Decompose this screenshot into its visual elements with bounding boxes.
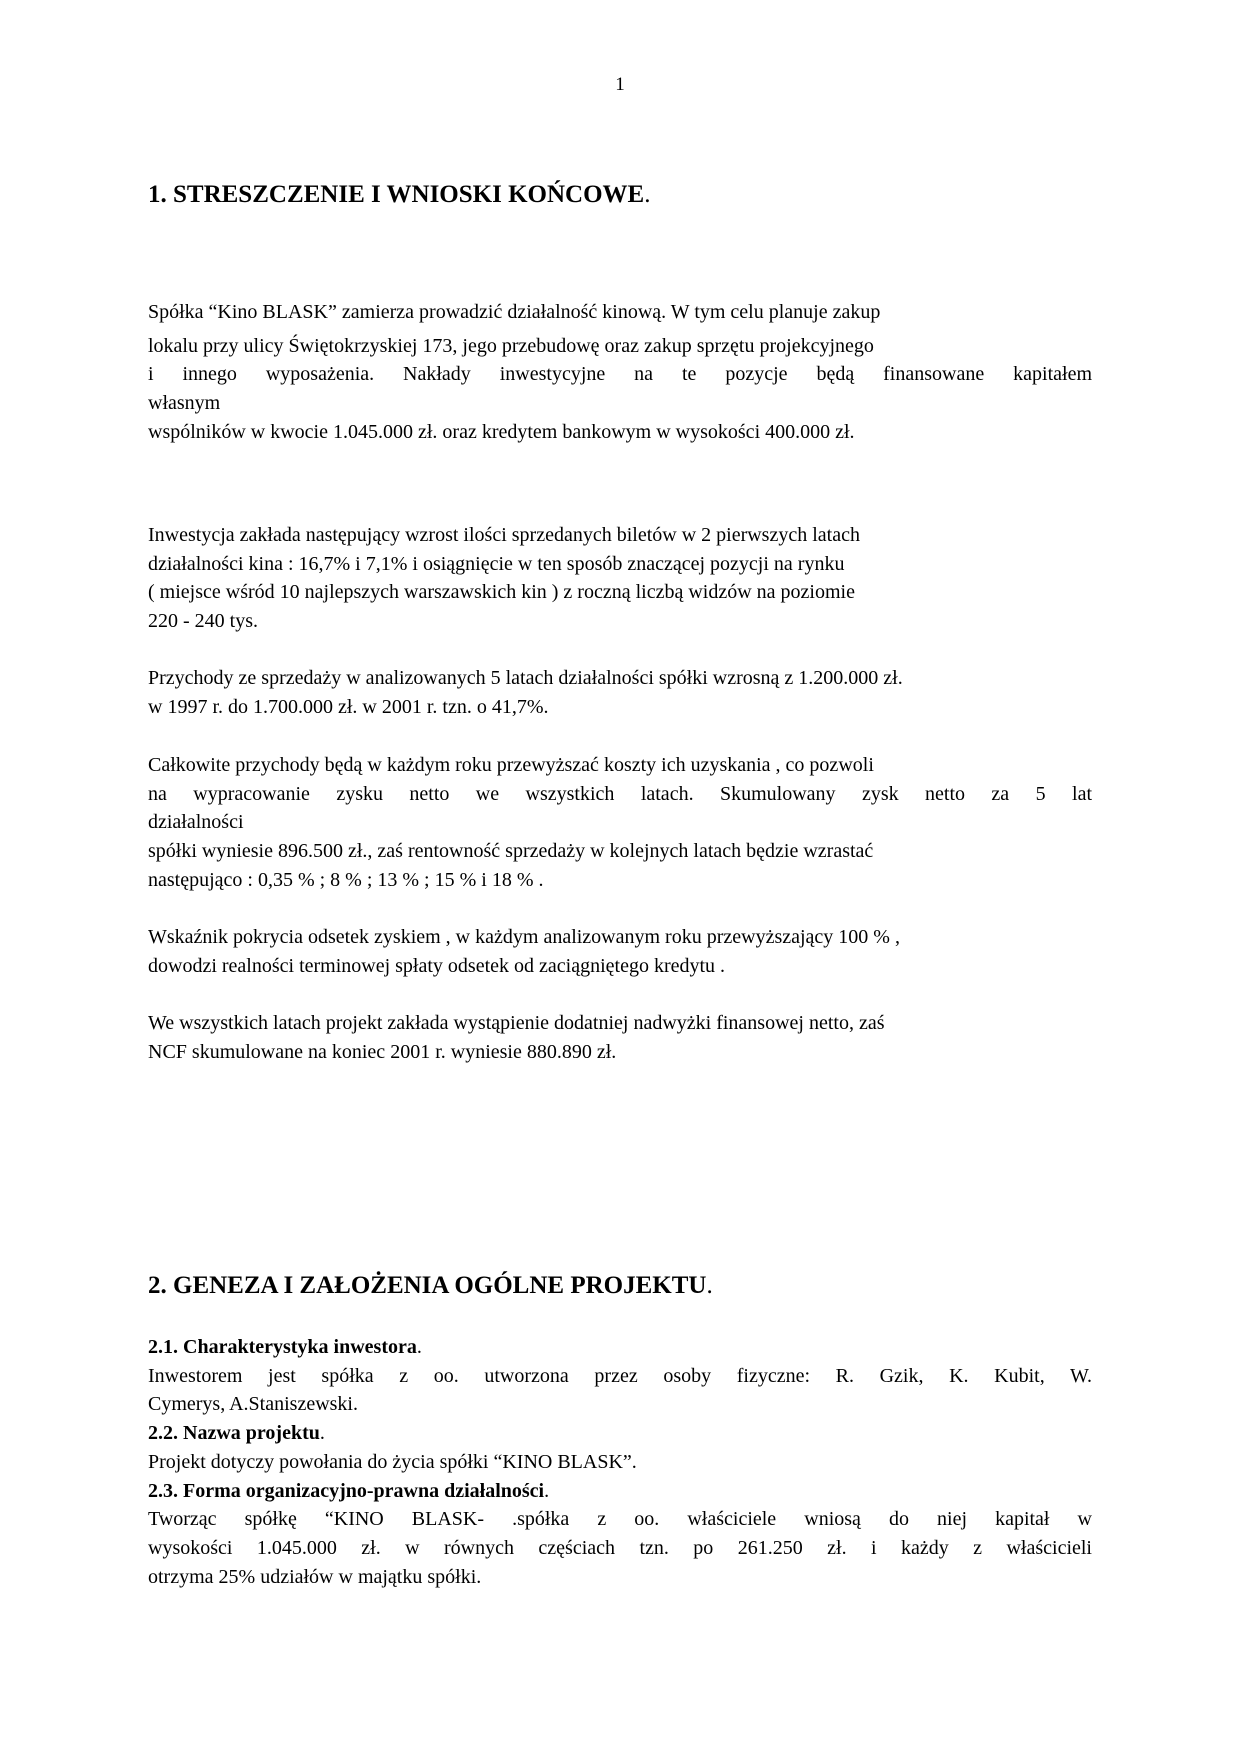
section-2-body [148,1333,1092,1591]
section-2-heading [148,1271,713,1301]
paragraph-line: dowodzi realności terminowej spłaty odsetek od zaciągniętego kredytu . [148,954,726,977]
paragraph-revenue [148,664,1092,721]
paragraph-line: Przychody ze sprzedaży w analizowanych 5 latach działalności spółki wzrosną z 1.200.000 zł. [148,667,903,689]
paragraph-line: otrzyma 25% udziałów w majątku spółki. [148,1565,482,1588]
paragraph-line: spółki wyniesie 896.500 zł., zaś rentowność sprzedaży w kolejnych latach będzie wzrastać [148,840,874,863]
paragraph-line: Projekt dotyczy powołania do życia spółki “KINO BLASK”. [148,1450,637,1473]
paragraph-line: NCF skumulowane na koniec 2001 r. wyniesie 880.890 zł. [148,1040,617,1063]
paragraph-line: na wypracowanie zysku netto we wszystkich latach. Skumulowany zysk netto za 5 lat [148,782,1092,805]
paragraph-line: We wszystkich latach projekt zakłada wystąpienie dodatniej nadwyżki finansowej netto, zaś [148,1012,885,1034]
paragraph-line: Całkowite przychody będą w każdym roku przewyższać koszty ich uzyskania , co pozwoli [148,754,874,776]
paragraph-line: własnym [148,392,221,415]
section-1-heading-text: 1. STRESZCZENIE I WNIOSKI KOŃCOWE [148,181,645,208]
subsection-title-text: 2.2. Nazwa projektu [148,1422,320,1445]
paragraph-line: 220 - 240 tys. [148,610,258,633]
paragraph-ncf [148,1009,1092,1066]
paragraph-line: Tworząc spółkę “KINO BLASK- .spółka z oo. właściciele wniosą do niej kapitał w [148,1508,1092,1531]
section-1-heading-dot: . [644,181,651,208]
paragraph-profit [148,751,1092,895]
section-2-heading-dot: . [706,1272,713,1299]
paragraph-line: działalności kina : 16,7% i 7,1% i osiągnięcie w ten sposób znaczącej pozycji na rynku [148,552,845,575]
subsection-2-1-title [148,1333,1092,1362]
paragraph-interest-coverage [148,923,1092,980]
paragraph-line: Inwestorem jest spółka z oo. utworzona przez osoby fizyczne: R. Gzik, K. Kubit, W. [148,1364,1092,1387]
subsection-title-dot: . [416,1336,422,1358]
paragraph-line: w 1997 r. do 1.700.000 zł. w 2001 r. tzn. o 41,7%. [148,695,549,718]
subsection-title-dot: . [544,1479,550,1502]
subsection-title-text: 2.1. Charakterystyka inwestora [148,1336,417,1358]
subsection-title-dot: . [319,1422,325,1445]
paragraph-investment-intro [148,298,1092,447]
section-2-heading-text: 2. GENEZA I ZAŁOŻENIA OGÓLNE PROJEKTU [148,1272,707,1299]
paragraph-line: następująco : 0,35 % ; 8 % ; 13 % ; 15 % i 18 % . [148,868,544,891]
paragraph-line: działalności [148,811,244,834]
paragraph-line: wspólników w kwocie 1.045.000 zł. oraz kredytem bankowym w wysokości 400.000 zł. [148,420,855,443]
paragraph-line: ( miejsce wśród 10 najlepszych warszawskich kin ) z roczną liczbą widzów na poziomie [148,581,855,604]
paragraph-line: Wskaźnik pokrycia odsetek zyskiem , w każdym analizowanym roku przewyższający 100 % , [148,926,900,948]
paragraph-line: Cymerys, A.Staniszewski. [148,1393,358,1416]
paragraph-line: Inwestycja zakłada następujący wzrost ilości sprzedanych biletów w 2 pierwszych latach [148,524,860,546]
subsection-title-text: 2.3. Forma organizacyjno-prawna działalności [148,1479,545,1502]
paragraph-line: i innego wyposażenia. Nakłady inwestycyjne na te pozycje będą finansowane kapitałem [148,363,1092,386]
paragraph-ticket-growth [148,521,1092,636]
paragraph-line: lokalu przy ulicy Świętokrzyskiej 173, jego przebudowę oraz zakup sprzętu projekcyjnego [148,334,874,357]
page-number: 1 [615,74,625,95]
paragraph-line: Spółka “Kino BLASK” zamierza prowadzić działalność kinową. W tym celu planuje zakup [148,301,881,323]
subsection-2-2-title [148,1419,1092,1448]
paragraph-line: wysokości 1.045.000 zł. w równych częściach tzn. po 261.250 zł. i każdy z właścicieli [148,1536,1092,1559]
section-1-heading [148,180,650,210]
subsection-2-3-title [148,1477,1092,1506]
